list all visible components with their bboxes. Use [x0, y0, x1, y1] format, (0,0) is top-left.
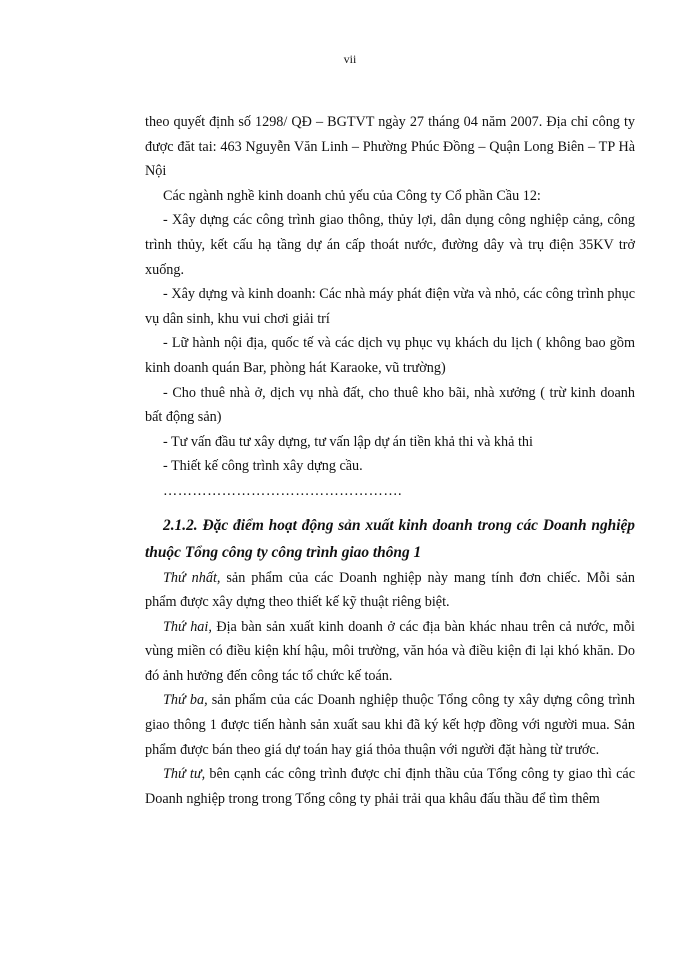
paragraph-text: sản phẩm của các Doanh nghiệp này mang tính đơn chiếc. Mỗi sản phẩm được xây dựng theo thiết kế kỹ thuật riêng biệt.: [145, 569, 635, 611]
paragraph: [145, 688, 635, 762]
paragraph-text: bên cạnh các công trình được chỉ định thầu của Tổng công ty giao thì các Doanh nghiệp trong trong Tổng công ty phải trải qua khâu đấu thầu để tìm thêm: [145, 766, 635, 807]
page-number: vii: [343, 52, 357, 66]
list-item: - Xây dựng và kinh doanh: Các nhà máy phát điện vừa và nhỏ, các công trình phục vụ dân sinh, khu vui chơi giải trí: [145, 286, 635, 327]
list-item: - Tư vấn đầu tư xây dựng, tư vấn lập dự án tiền khả thi và khả thi: [163, 433, 533, 450]
paragraph: [145, 615, 635, 689]
list-item: - Thiết kế công trình xây dựng cầu.: [163, 458, 363, 475]
section-heading: 2.1.2. Đặc điểm hoạt động sản xuất kinh doanh trong các Doanh nghiệp thuộc Tổng công ty công trình giao thông 1: [145, 516, 635, 561]
list-item: - Cho thuê nhà ở, dịch vụ nhà đất, cho thuê kho bãi, nhà xưởng ( trừ kinh doanh bất động sản): [145, 384, 635, 426]
paragraph-lead: Thứ nhất,: [163, 569, 221, 586]
paragraph-text: Địa bàn sản xuất kinh doanh ở các địa bàn khác nhau trên cả nước, mỗi vùng miền có điều kiện khí hậu, môi trường, văn hóa và điều kiện đi lại khó khăn. Do đó ảnh hưởng đến công tác tổ chức kế toán.: [145, 618, 635, 684]
ellipsis-separator: ………………………………………….: [163, 482, 403, 499]
paragraph: [145, 762, 635, 811]
document-body: [145, 110, 635, 811]
list-item: - Lữ hành nội địa, quốc tế và các dịch vụ phục vụ khách du lịch ( không bao gồm kinh doanh quán Bar, phòng hát Karaoke, vũ trường): [145, 335, 635, 376]
paragraph-text: sản phẩm của các Doanh nghiệp thuộc Tổng công ty xây dựng công trình giao thông 1 được tiến hành sản xuất sau khi đã ký kết hợp đồng với người mua. Sản phẩm được bán theo giá dự toán hay giá thỏa thuận với người đặt hàng từ trước.: [145, 692, 635, 758]
list-item: - Xây dựng các công trình giao thông, thủy lợi, dân dụng công nghiệp cảng, công trình thủy, kết cấu hạ tầng dự án cấp thoát nước, đường dây và trụ điện 35KV trở xuống.: [145, 212, 635, 278]
paragraph-lead: Thứ ba,: [163, 692, 208, 709]
paragraph: theo quyết định số 1298/ QĐ – BGTVT ngày 27 tháng 04 năm 2007. Địa chỉ công ty được đăt tai: 463 Nguyễn Văn Linh – Phường Phúc Đồng – Quận Long Biên – TP Hà Nội: [145, 114, 635, 180]
paragraph-lead: Thứ hai,: [163, 618, 212, 635]
paragraph: [145, 566, 635, 615]
paragraph-lead: Thứ tư,: [163, 766, 206, 783]
paragraph: Các ngành nghề kinh doanh chủ yếu của Công ty Cổ phần Cầu 12:: [163, 187, 541, 204]
